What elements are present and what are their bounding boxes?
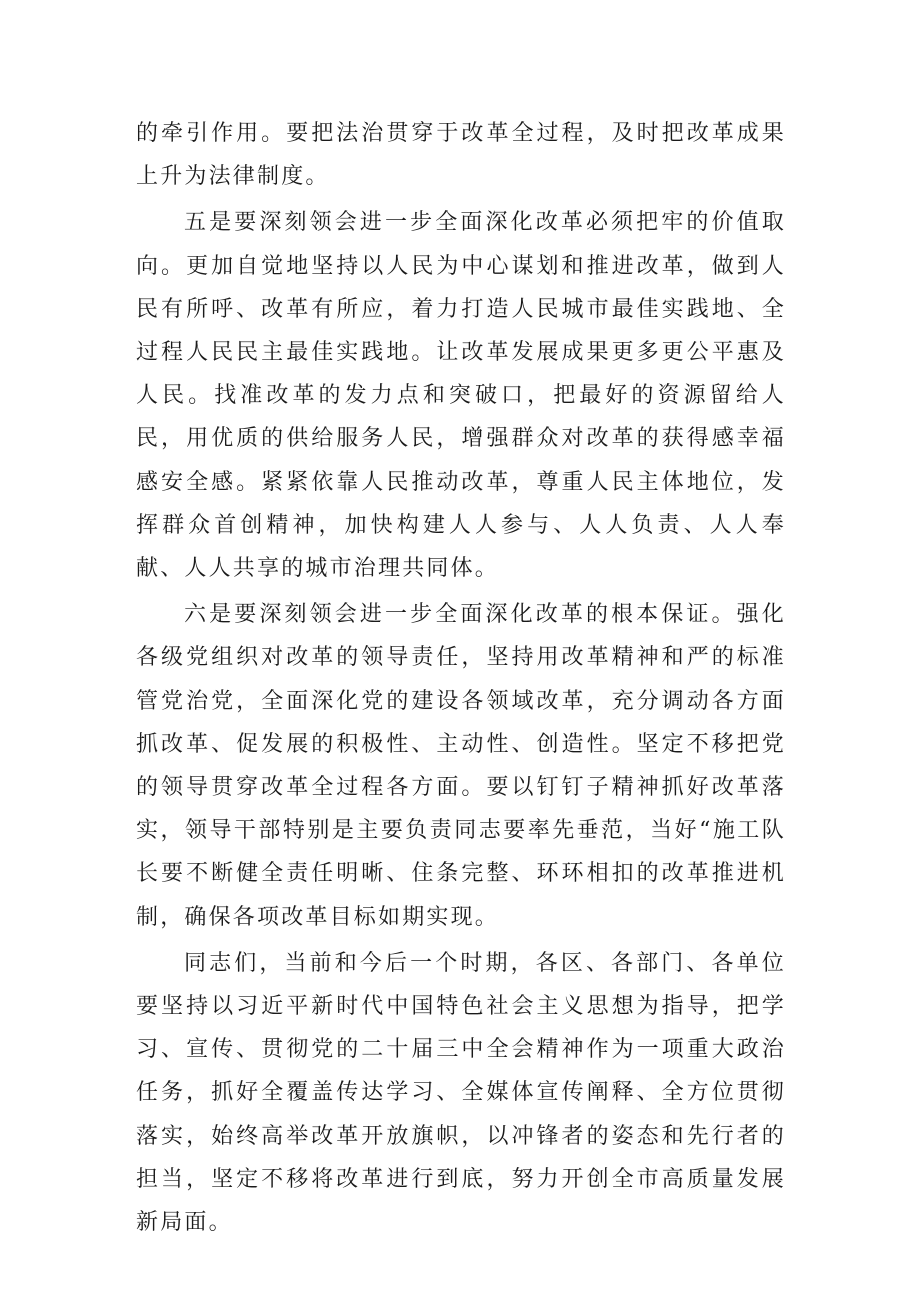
- paragraph-fundamental-guarantee: 六是要深刻领会进一步全面深化改革的根本保证。强化各级党组织对改革的领导责任，坚持用改革精神和严的标准管党治党，全面深化党的建设各领域改革，充分调动各方面抓改革、促发展的积极性、主动性、创造性。坚定不移把党的领导贯穿改革全过程各方面。要以钉钉子精神抓好改革落实，领导干部特别是主要负责同志要率先垂范，当好“施工队长要不断健全责任明晰、住条完整、环环相扣的改革推进机制，确保各项改革目标如期实现。: [136, 602, 786, 930]
- paragraph-closing: 同志们，当前和今后一个时期，各区、各部门、各单位要坚持以习近平新时代中国特色社会主义思想为指导，把学习、宣传、贯彻党的二十届三中全会精神作为一项重大政治任务，抓好全覆盖传达学习、全媒体宣传阐释、全方位贯彻落实，始终高举改革开放旗帜，以冲锋者的姿态和先行者的担当，坚定不移将改革进行到底，努力开创全市高质量发展新局面。: [136, 950, 786, 1236]
- paragraph-continuation: 的牵引作用。要把法治贯穿于改革全过程，及时把改革成果上升为法律制度。: [136, 121, 786, 190]
- document-page: [136, 112, 786, 1247]
- paragraph-value-orientation: 五是要深刻领会进一步全面深化改革必须把牢的价值取向。更加自觉地坚持以人民为中心谋划和推进改革，做到人民有所呼、改革有所应，着力打造人民城市最佳实践地、全过程人民民主最佳实践地。让改革发展成果更多更公平惠及人民。找准改革的发力点和突破口，把最好的资源留给人民，用优质的供给服务人民，增强群众对改革的获得感幸福感安全感。紧紧依靠人民推动改革，尊重人民主体地位，发挥群众首创精神，加快构建人人参与、人人负责、人人奉献、人人共享的城市治理共同体。: [136, 210, 786, 582]
